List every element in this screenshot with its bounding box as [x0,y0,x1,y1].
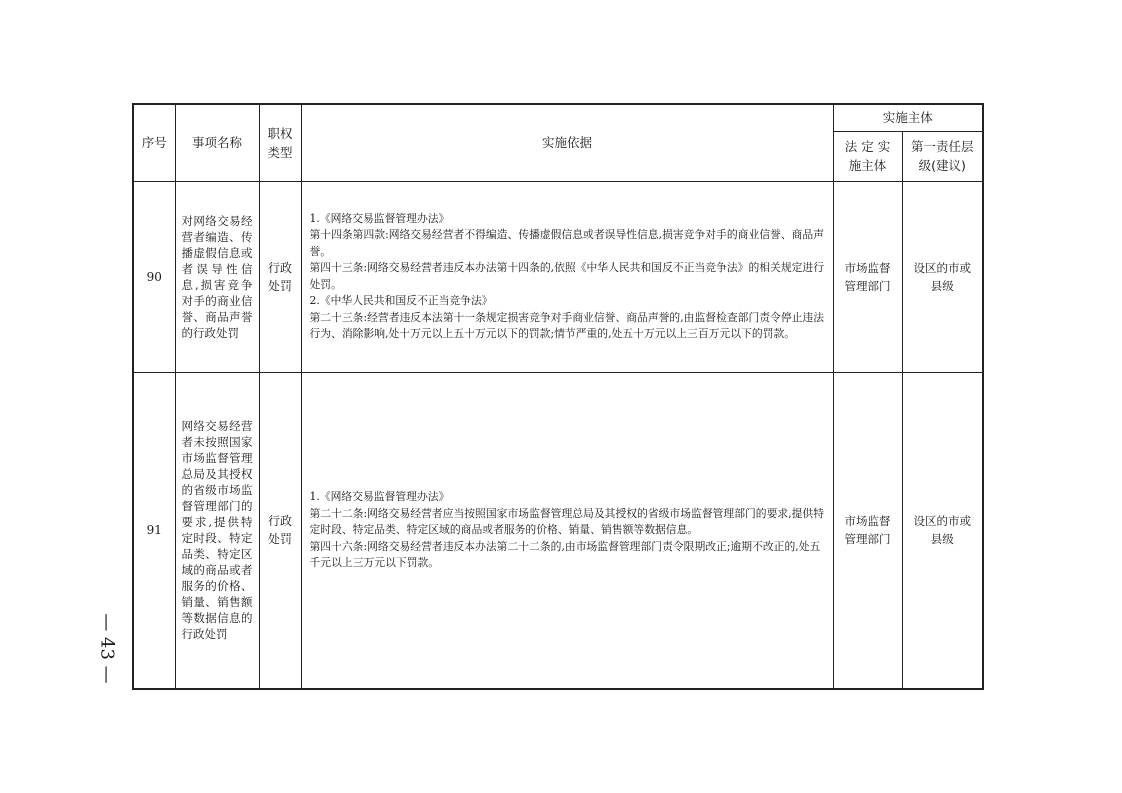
row-legal-subject: 市场监督管理部门 [833,181,902,372]
basis-line: 2.《中华人民共和国反不正当竞争法》 [309,294,493,307]
basis-line: 第四十六条:网络交易经营者违反本办法第二十二条的,由市场监督管理部门责令限期改正;逾期不改正的,处五千元以上三万元以下罚款。 [309,539,821,569]
row-seq: 91 [133,372,175,689]
row-name: 对网络交易经营者编造、传播虚假信息或者误导性信息,损害竞争对手的商业信誉、商品声誉的行政处罚 [175,181,259,372]
header-basis: 实施依据 [301,104,833,181]
basis-line: 第二十三条:经营者违反本法第十一条规定损害竞争对手商业信誉、商品声誉的,由监督检查部门责令停止违法行为、消除影响,处十万元以上五十万元以下的罚款;情节严重的,处五十万元以上三百万元以下的罚款。 [309,310,825,340]
table-row [133,181,983,372]
row-level: 设区的市或县级 [902,181,983,372]
row-basis [301,181,833,372]
row-level: 设区的市或县级 [902,372,983,689]
row-legal-subject: 市场监督管理部门 [833,372,902,689]
basis-line: 第四十三条:网络交易经营者违反本办法第十四条的,依照《中华人民共和国反不正当竞争法》的相关规定进行处罚。 [309,261,825,291]
header-type: 职权类型 [259,104,301,181]
basis-line: 第十四条第四款:网络交易经营者不得编造、传播虚假信息或者误导性信息,损害竞争对手的商业信誉、商品声誉。 [309,228,825,258]
header-legal-subject: 法 定 实施主体 [833,131,902,181]
page-number-text: — 43 — [96,613,118,684]
enforcement-table [132,103,984,690]
header-seq: 序号 [133,104,175,181]
basis-line: 1.《网络交易监督管理办法》 [309,490,450,503]
header-subject: 实施主体 [833,104,983,131]
row-type: 行政处罚 [259,372,301,689]
header-name: 事项名称 [175,104,259,181]
row-name: 网络交易经营者未按照国家市场监督管理总局及其授权的省级市场监督管理部门的要求,提供特定时段、特定品类、特定区域的商品或者服务的价格、销量、销售额等数据信息的行政处罚 [175,372,259,689]
header-level: 第一责任层级(建议) [902,131,983,181]
table-row [133,372,983,689]
row-basis [301,372,833,689]
row-type: 行政处罚 [259,181,301,372]
basis-line: 1.《网络交易监督管理办法》 [309,211,450,225]
row-seq: 90 [133,181,175,372]
page-number [92,600,122,700]
basis-line: 第二十二条:网络交易经营者应当按照国家市场监督管理总局及其授权的省级市场监督管理部门的要求,提供特定时段、特定品类、特定区域的商品或者服务的价格、销量、销售额等数据信息。 [309,506,825,536]
